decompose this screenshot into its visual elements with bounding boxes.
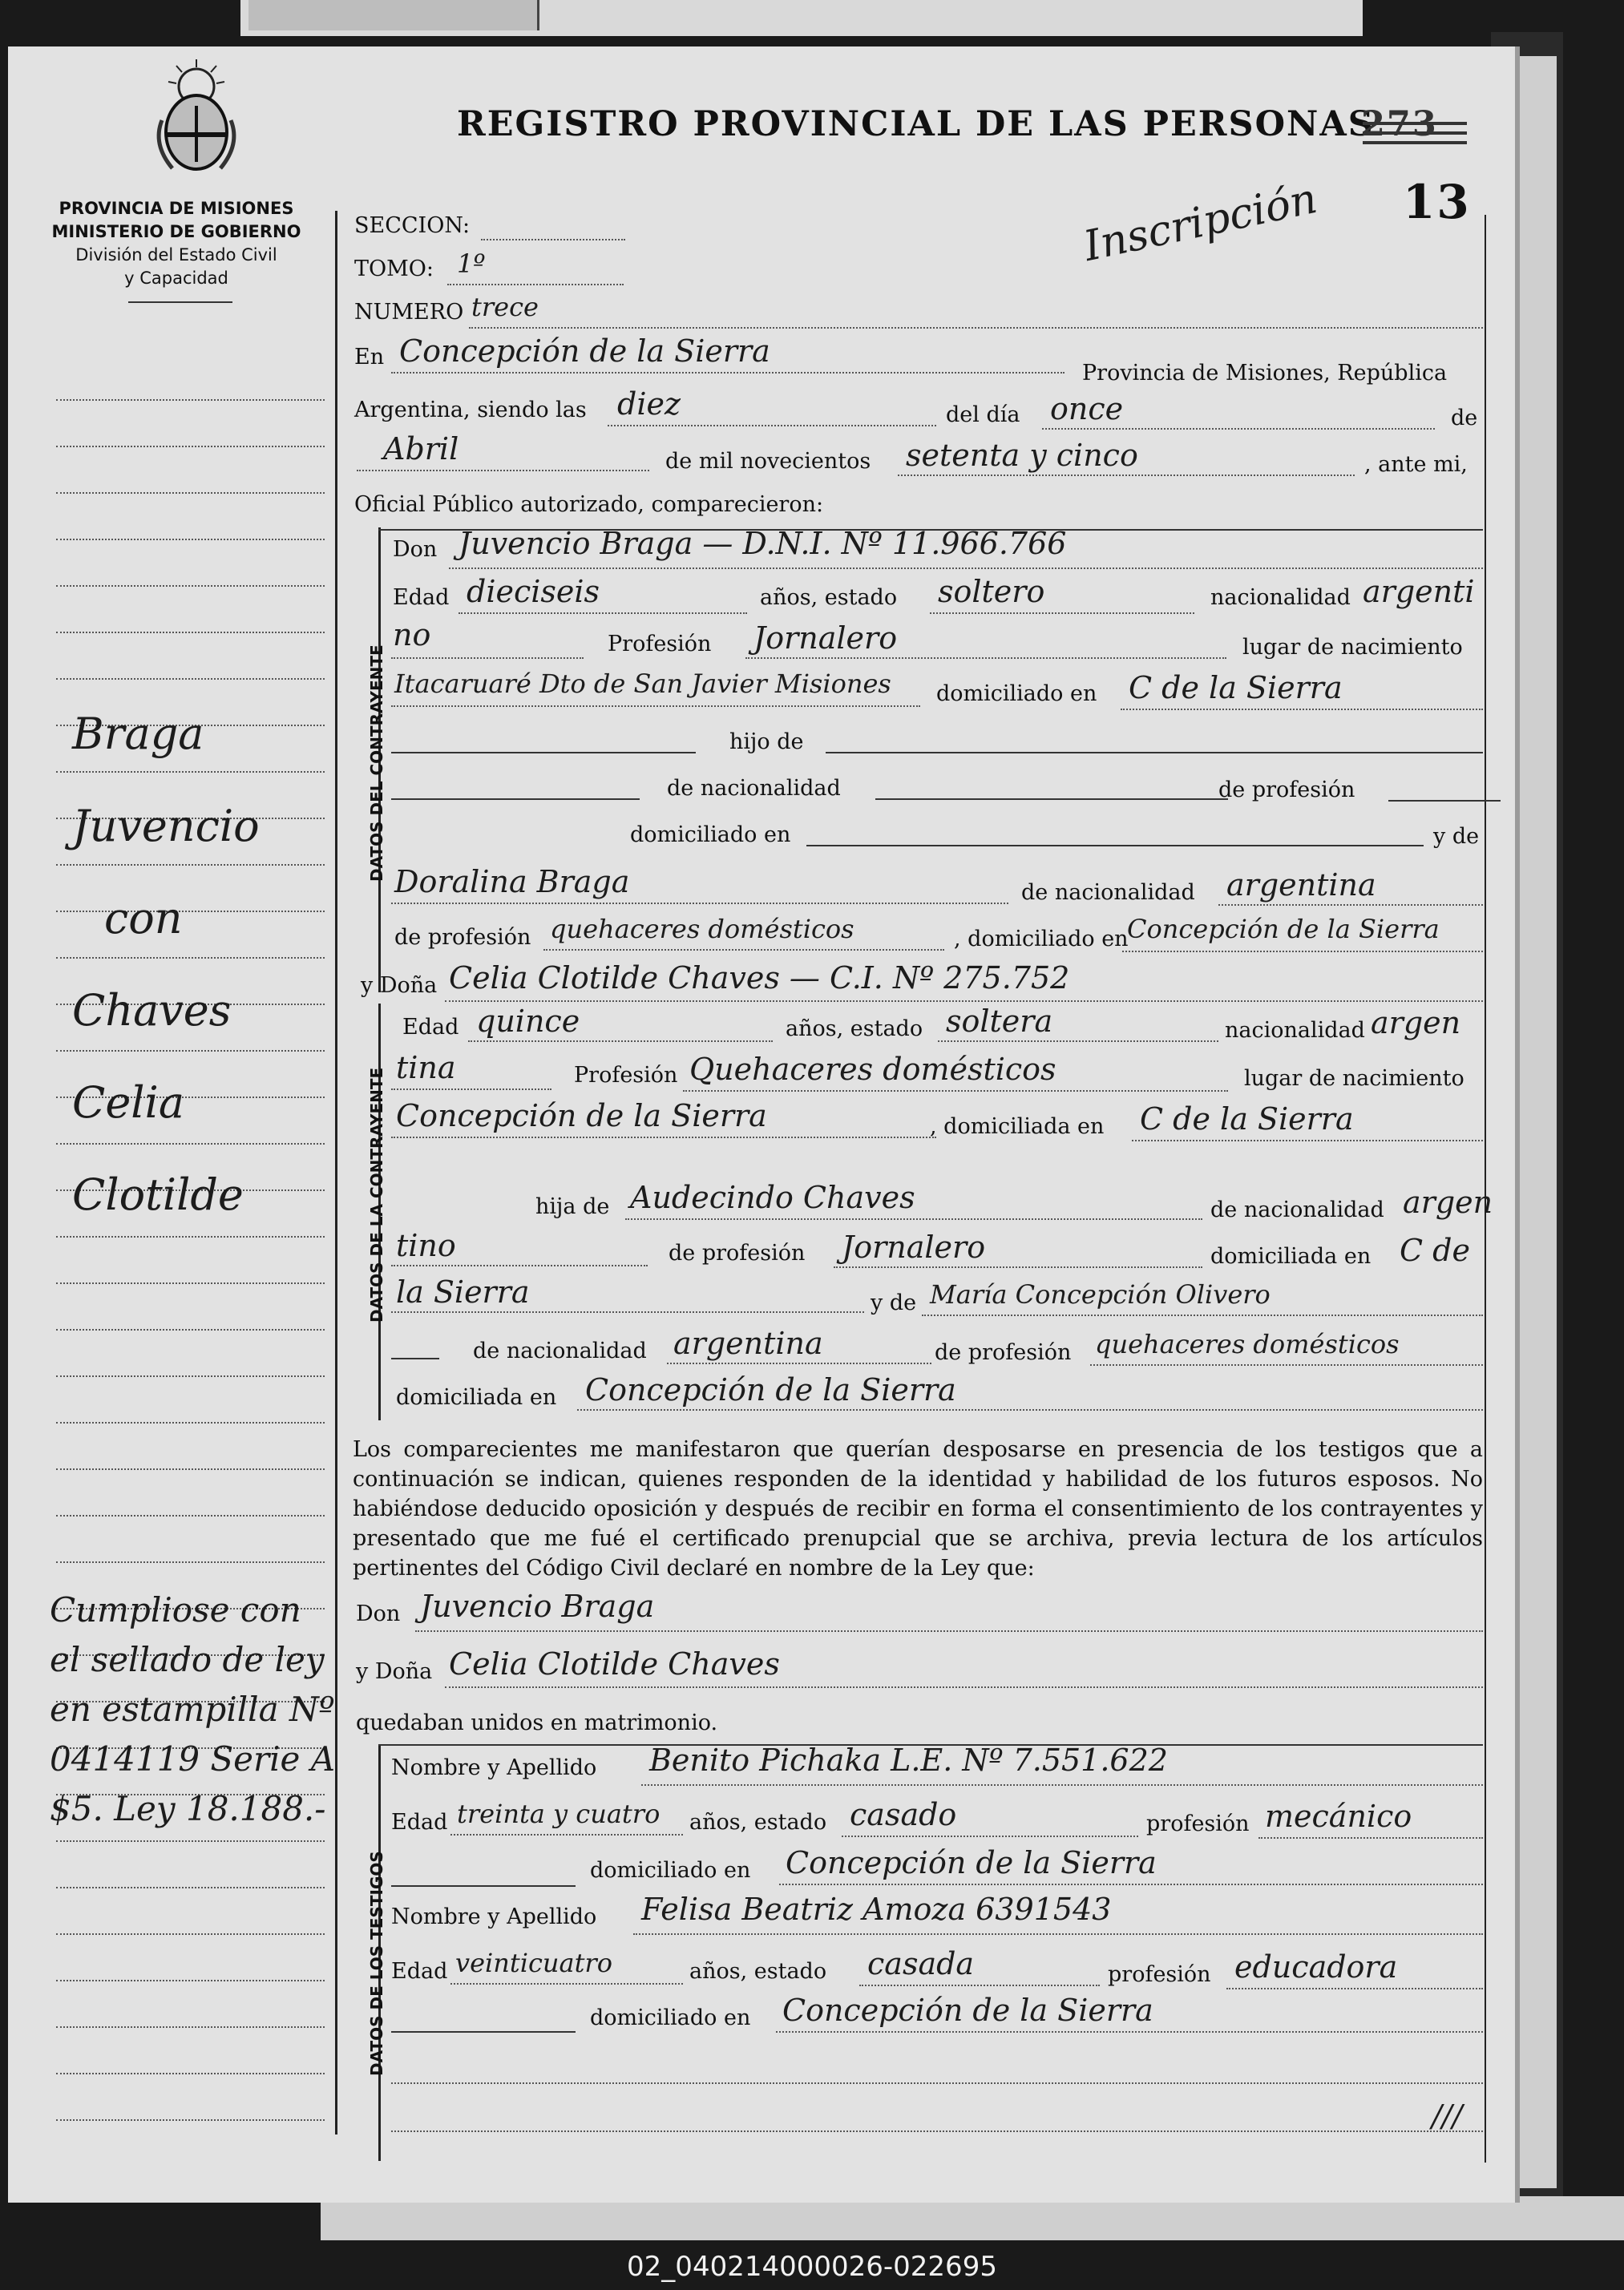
tomo-value: 1º — [457, 248, 486, 279]
field-line — [826, 752, 1483, 753]
margin-rule-line — [56, 1887, 325, 1888]
madre-profesion-label: de profesión — [394, 925, 531, 950]
field-line — [1218, 904, 1483, 906]
domiciliado-label: domiciliado en — [630, 822, 791, 847]
margin-rule-line — [56, 446, 325, 447]
page-title: REGISTRO PROVINCIAL DE LAS PERSONAS — [457, 104, 1375, 144]
contrayenta-edad: quince — [476, 1004, 580, 1039]
hora-value: diez — [617, 386, 681, 422]
de-mil-novecientos: de mil novecientos — [665, 449, 871, 474]
field-line — [391, 1137, 936, 1138]
margin-rule-line — [56, 399, 325, 401]
t2-domiciliado-label: domiciliado en — [590, 2005, 751, 2030]
field-line — [481, 239, 625, 240]
argentina-siendo: Argentina, siendo las — [354, 398, 587, 422]
contrayente-lugar-nac: Itacaruaré Dto de San Javier Misiones — [394, 668, 891, 699]
margin-note-line-4: 0414119 Serie A — [50, 1739, 336, 1779]
contrayente-profesion: Jornalero — [753, 620, 898, 656]
t2-nombre-label: Nombre y Apellido — [391, 1904, 597, 1929]
contrayenta-edad-label: Edad — [402, 1015, 459, 1040]
contrayenta-nacionalidad-label: nacionalidad — [1225, 1018, 1365, 1043]
t1-anios-estado: años, estado — [689, 1810, 827, 1835]
field-line — [608, 425, 936, 426]
domiciliado-en-label: domiciliado en — [936, 681, 1097, 706]
contrayente-estado: soltero — [938, 574, 1045, 609]
decl-dona-label: y Doña — [356, 1659, 433, 1684]
madre-nac-label: de nacionalidad — [473, 1339, 647, 1363]
seccion-label: SECCION: — [354, 213, 471, 238]
margin-note-line-5: $5. Ley 18.188.- — [50, 1789, 326, 1828]
decl-don-value: Juvencio Braga — [420, 1589, 655, 1624]
field-line — [859, 1985, 1100, 1986]
t2-nombre: Felisa Beatriz Amoza 6391543 — [641, 1892, 1112, 1927]
field-line — [543, 949, 944, 951]
margin-rule-line — [56, 1468, 325, 1470]
issuer-line-2: MINISTERIO DE GOBIERNO — [51, 222, 301, 241]
contrayenta-profesion-label: Profesión — [574, 1063, 678, 1088]
act-number: 13 — [1403, 175, 1471, 229]
field-line — [842, 1836, 1138, 1837]
field-line — [745, 657, 1226, 659]
field-line — [1132, 1140, 1483, 1141]
contrayenta-padre: Audecindo Chaves — [630, 1180, 915, 1215]
contrayente-nacionalidad-b: no — [393, 617, 431, 652]
t1-nombre-label: Nombre y Apellido — [391, 1755, 597, 1780]
numero-label: NUMERO — [354, 300, 464, 325]
decl-dona-value: Celia Clotilde Chaves — [449, 1646, 780, 1682]
t2-edad-label: Edad — [391, 1959, 448, 1984]
field-line — [391, 1265, 648, 1266]
margin-note-sellado — [50, 1585, 335, 1834]
field-line — [450, 1834, 683, 1836]
field-line — [391, 798, 640, 800]
don-label: Don — [393, 537, 438, 562]
issuer-line-4: y Capacidad — [124, 269, 228, 288]
contrayenta-domicilio: C de la Sierra — [1140, 1101, 1354, 1137]
madre-nacionalidad-label: de nacionalidad — [1021, 880, 1195, 905]
contrayente-nombre: Juvencio Braga — D.N.I. Nº 11.966.766 — [459, 526, 1067, 561]
field-line — [447, 284, 624, 285]
issuer-heading — [32, 197, 321, 290]
padre-domiciliada-label: domiciliada en — [1210, 1244, 1372, 1269]
contrayenta-madre-nacionalidad: argentina — [673, 1326, 823, 1361]
ante-mi: , ante mi, — [1364, 452, 1468, 477]
field-line — [625, 1218, 1202, 1220]
t1-edad: treinta y cuatro — [457, 1799, 661, 1829]
padre-profesion-label: de profesión — [669, 1241, 806, 1266]
margin-rule-line — [56, 1980, 325, 1981]
margin-rule-line — [56, 1329, 325, 1331]
field-line — [391, 2031, 576, 2033]
field-line — [391, 2130, 1483, 2132]
contrayenta-nacionalidad-b: tina — [396, 1050, 456, 1085]
field-line — [776, 2031, 1483, 2033]
t1-domiciliado-label: domiciliado en — [590, 1858, 751, 1883]
hijo-de-label: hijo de — [729, 729, 804, 754]
scan-background-bottom — [321, 2196, 1624, 2240]
declaration-paragraph: Los comparecientes me manifestaron que querían desposarse en presencia de los testigos que a continuación se indican, quienes responden de la identidad y habilidad de los futuros esposos. No habiéndose deducido oposición y después de recibir en forma el consentimiento de los contrayentes y presentado que me fué el certificado prenupcial que se archiva, previa lectura de los artículos pertinentes del Código Civil declaré en nombre de la Ley que: — [353, 1437, 1483, 1581]
field-line — [779, 1884, 1483, 1885]
issuer-line-3: División del Estado Civil — [75, 245, 277, 265]
de-nacionalidad-label: de nacionalidad — [667, 776, 841, 801]
t2-profesion: educadora — [1234, 1949, 1398, 1985]
contrayenta-estado: soltera — [946, 1004, 1053, 1039]
margin-names — [72, 688, 260, 1241]
margin-rule-line — [56, 1375, 325, 1377]
t1-edad-label: Edad — [391, 1810, 448, 1835]
del-dia-label: del día — [946, 402, 1020, 427]
field-line — [667, 1363, 931, 1364]
contrayenta-lugar-nac-label: lugar de nacimiento — [1244, 1066, 1464, 1091]
register-page — [8, 46, 1520, 2203]
field-line — [391, 903, 1008, 904]
provincia-text: Provincia de Misiones, República — [1082, 361, 1448, 386]
contrayenta-madre-domicilio: Concepción de la Sierra — [585, 1372, 956, 1408]
margin-rule-line — [56, 1282, 325, 1284]
margin-name-2: Juvencio — [72, 801, 260, 851]
field-line — [1226, 1988, 1483, 1989]
field-line — [391, 1885, 576, 1887]
contrayente-domicilio: C de la Sierra — [1129, 670, 1343, 705]
field-line — [391, 1358, 439, 1359]
padre-nacionalidad-label: de nacionalidad — [1210, 1198, 1384, 1222]
t1-profesion: mecánico — [1265, 1799, 1412, 1834]
t1-profesion-label: profesión — [1146, 1811, 1250, 1836]
margin-rule-line — [56, 492, 325, 494]
field-line — [1122, 951, 1483, 952]
contrayenta-padre-profesion: Jornalero — [842, 1230, 986, 1265]
contrayenta-padre-nacionalidad-b: tino — [396, 1228, 456, 1263]
contrayente-section-label: DATOS DEL CONTRAYENTE — [367, 644, 386, 882]
field-line — [449, 567, 1483, 569]
field-line — [391, 657, 584, 659]
contrayente-madre-nacionalidad: argentina — [1226, 867, 1376, 903]
testigos-section-label: DATOS DE LOS TESTIGOS — [367, 1851, 386, 2076]
anio-value: setenta y cinco — [906, 438, 1138, 473]
field-line — [468, 1040, 773, 1042]
contrayenta-padre-domicilio-a: C de — [1400, 1233, 1470, 1268]
margin-name-5: Celia — [72, 1077, 185, 1128]
margin-rule-line — [56, 2026, 325, 2028]
image-identifier: 02_040214000026-022695 — [627, 2251, 997, 2283]
madre-prof-label: de profesión — [935, 1340, 1072, 1365]
decl-don-label: Don — [356, 1601, 401, 1626]
field-line — [391, 372, 1064, 374]
dia-value: once — [1050, 391, 1124, 426]
edad-label: Edad — [393, 585, 450, 610]
field-line — [391, 1311, 864, 1313]
t2-profesion-label: profesión — [1108, 1962, 1211, 1987]
en-label: En — [354, 345, 385, 370]
field-line — [445, 1000, 1483, 1002]
lugar-value: Concepción de la Sierra — [399, 333, 770, 369]
contrayenta-profesion: Quehaceres domésticos — [689, 1052, 1056, 1087]
t1-nombre: Benito Pichaka L.E. Nº 7.551.622 — [649, 1743, 1168, 1778]
margin-name-3: con — [104, 893, 183, 943]
field-line — [450, 1983, 683, 1985]
coat-of-arms-icon — [144, 56, 248, 176]
struck-act-number: 273 — [1361, 104, 1438, 144]
page-mark: /// — [1432, 2098, 1463, 2134]
field-line — [391, 2082, 1483, 2084]
field-line — [633, 1933, 1483, 1935]
lugar-nac-label: lugar de nacimiento — [1242, 635, 1463, 660]
contrayente-madre-domicilio: Concepción de la Sierra — [1127, 914, 1440, 944]
strike-line — [1363, 122, 1467, 125]
margin-name-4: Chaves — [72, 985, 232, 1036]
margin-divider — [335, 211, 337, 2135]
field-line — [469, 327, 1483, 329]
strike-line — [1363, 141, 1467, 144]
field-line — [806, 845, 1424, 846]
tomo-label: TOMO: — [354, 256, 434, 281]
contrayenta-padre-nacionalidad-a: argen — [1403, 1185, 1493, 1220]
field-line — [459, 612, 747, 614]
field-line — [445, 1686, 1483, 1688]
margin-rule-line — [56, 2073, 325, 2074]
field-line — [683, 1090, 1228, 1092]
contrayente-madre: Doralina Braga — [394, 864, 630, 899]
contrayenta-madre: María Concepción Olivero — [930, 1279, 1271, 1310]
contrayenta-section-label: DATOS DE LA CONTRAYENTE — [367, 1067, 386, 1323]
contrayente-nacionalidad-a: argenti — [1363, 574, 1475, 609]
madre-dom-label: domiciliada en — [396, 1385, 557, 1410]
field-line — [415, 1630, 1483, 1632]
contrayenta-anios-estado: años, estado — [786, 1016, 923, 1041]
contrayenta-lugar-nac: Concepción de la Sierra — [396, 1098, 767, 1133]
margin-rule-line — [56, 678, 325, 680]
nacionalidad-label: nacionalidad — [1210, 585, 1351, 610]
issuer-line-1: PROVINCIA DE MISIONES — [59, 199, 294, 218]
margin-rule-line — [56, 1515, 325, 1517]
hija-de-label: hija de — [535, 1194, 610, 1219]
t2-domicilio: Concepción de la Sierra — [782, 1993, 1153, 2028]
margin-rule-line — [56, 1422, 325, 1424]
margin-note-line-1: Cumpliose con — [50, 1590, 301, 1630]
field-line — [930, 612, 1194, 614]
field-line — [938, 1040, 1218, 1042]
stamp-handwriting: Inscripción — [1079, 174, 1322, 272]
issuer-underline — [128, 301, 232, 303]
margin-note-line-2: el sellado de ley — [50, 1640, 325, 1679]
t2-anios-estado: años, estado — [689, 1959, 827, 1984]
contrayenta-nacionalidad-a: argen — [1371, 1005, 1461, 1040]
margin-rule-line — [56, 539, 325, 540]
field-line — [922, 1315, 1483, 1316]
field-line — [1388, 800, 1501, 802]
field-line — [834, 1266, 1202, 1268]
contrayente-edad: dieciseis — [467, 574, 600, 609]
strike-line — [1363, 131, 1467, 135]
scan-background-top-sheet — [248, 0, 539, 30]
contrayenta-padre-domicilio-b: la Sierra — [396, 1274, 530, 1310]
margin-name-1: Braga — [72, 709, 204, 759]
field-line — [898, 475, 1355, 476]
contrayenta-nombre: Celia Clotilde Chaves — C.I. Nº 275.752 — [449, 960, 1070, 996]
madre-domicilio-label: , domiciliado en — [954, 927, 1129, 951]
field-line — [357, 470, 649, 471]
margin-rule-line — [56, 632, 325, 633]
field-line — [577, 1409, 1483, 1411]
field-line — [875, 798, 1228, 800]
contrayente-madre-profesion: quehaceres domésticos — [550, 914, 854, 944]
mes-value: Abril — [383, 431, 459, 466]
margin-rule-line — [56, 585, 325, 587]
field-line — [391, 705, 920, 707]
margin-rule-line — [56, 1561, 325, 1563]
t1-estado: casado — [850, 1797, 957, 1832]
anios-estado: años, estado — [760, 585, 898, 610]
margin-name-6: Clotilde — [72, 1169, 244, 1220]
margin-rule-line — [56, 1933, 325, 1935]
margin-rule-line — [56, 1840, 325, 1842]
y-de-label: y de — [1433, 824, 1480, 849]
de-label: de — [1451, 406, 1478, 430]
dona-label: y Doña — [361, 973, 438, 998]
profesion-label: Profesión — [608, 632, 712, 656]
contrayenta-madre-profesion: quehaceres domésticos — [1095, 1329, 1400, 1359]
margin-note-line-3: en estampilla Nº — [50, 1690, 335, 1729]
de-profesion-label: de profesión — [1218, 777, 1355, 802]
field-line — [1042, 428, 1435, 430]
numero-value: trece — [471, 292, 539, 322]
field-line — [391, 752, 696, 753]
field-line — [391, 1088, 551, 1090]
y-de-madre-label: y de — [871, 1290, 917, 1315]
contrayenta-domiciliada-label: , domiciliada en — [930, 1114, 1105, 1139]
margin-rule-line — [56, 2119, 325, 2121]
field-line — [1090, 1364, 1483, 1366]
t2-edad: veinticuatro — [455, 1948, 612, 1978]
t1-domicilio: Concepción de la Sierra — [786, 1845, 1157, 1880]
field-line — [1121, 709, 1483, 710]
field-line — [641, 1784, 1483, 1786]
decl-unidos: quedaban unidos en matrimonio. — [356, 1710, 718, 1735]
oficial-publico: Oficial Público autorizado, comparecieron: — [354, 492, 824, 517]
t2-estado: casada — [867, 1946, 975, 1981]
field-line — [1258, 1837, 1483, 1839]
